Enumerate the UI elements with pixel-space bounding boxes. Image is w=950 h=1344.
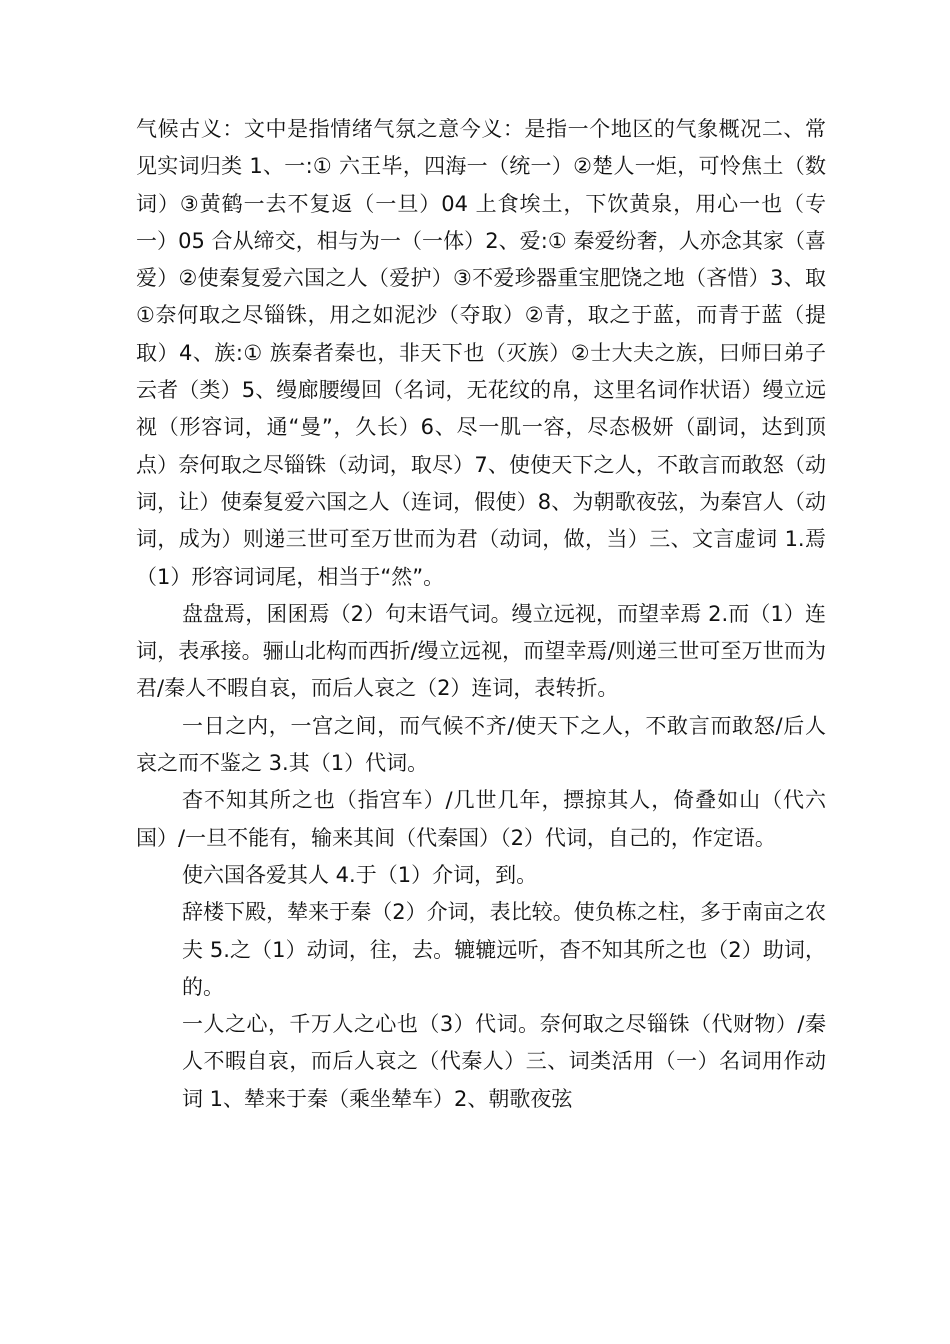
- paragraph-7: 一人之心，千万人之心也（3）代词。奈何取之尽锱铢（代财物）/秦人不暇自哀，而后人哀之（代秦人）三、词类活用（一）名词用作动词 1、辇来于秦（乘坐辇车）2、朝歌夜弦: [182, 1012, 826, 1111]
- paragraph-6: 辞楼下殿，辇来于秦（2）介词，表比较。使负栋之柱，多于南亩之农夫 5.之（1）动词，往，去。辘辘远听，杳不知其所之也（2）助词，的。: [182, 900, 826, 999]
- document-body: [136, 111, 826, 1118]
- paragraph-4: 杳不知其所之也（指宫车）/几世几年，摽掠其人，倚叠如山（代六国）/一旦不能有，输来其间（代秦国）（2）代词，自己的，作定语。: [136, 788, 826, 850]
- paragraph-5: 使六国各爱其人 4.于（1）介词，到。: [182, 862, 538, 887]
- paragraph-3: 一日之内，一宫之间，而气候不齐/使天下之人，不敢言而敢怒/后人哀之而不鉴之 3.其（1）代词。: [136, 713, 826, 776]
- paragraph-1: 气候古义：文中是指情绪气氛之意今义：是指一个地区的气象概况二、常见实词归类 1、一:① 六王毕，四海一（统一）②楚人一炬，可怜焦土（数词）③黄鹤一去不复返（一旦）04 上食埃土，下饮黄泉，用心一也（专一）05 合从缔交，相与为一（一体）2、爱:① 秦爱纷奢，人亦念其家（喜爱）②使秦复爱六国之人（爱护）③不爱珍器重宝肥饶之地（吝惜）3、取①奈何取之尽锱铢，用之如泥沙（夺取）②青，取之于蓝，而青于蓝（提取）4、族:① 族秦者秦也，非天下也（灭族）②士大夫之族，曰师曰弟子云者（类）5、缦廊腰缦回（名词，无花纹的帛，这里名词作状语）缦立远视（形容词，通“曼”，久长）6、尽一肌一容，尽态极妍（副词，达到顶点）奈何取之尽锱铢（动词，取尽）7、使使天下之人，不敢言而敢怒（动词，让）使秦复爱六国之人（连词，假使）8、为朝歌夜弦，为秦宫人（动词，成为）则递三世可至万世而为君（动词，做，当）三、文言虚词 1.焉（1）形容词词尾，相当于“然”。: [136, 117, 826, 589]
- paragraph-2: 盘盘焉，囷囷焉（2）句末语气词。缦立远视，而望幸焉 2.而（1）连词，表承接。骊山北构而西折/缦立远视，而望幸焉/则递三世可至万世而为君/秦人不暇自哀，而后人哀之（2）连词，表转折。: [136, 601, 826, 701]
